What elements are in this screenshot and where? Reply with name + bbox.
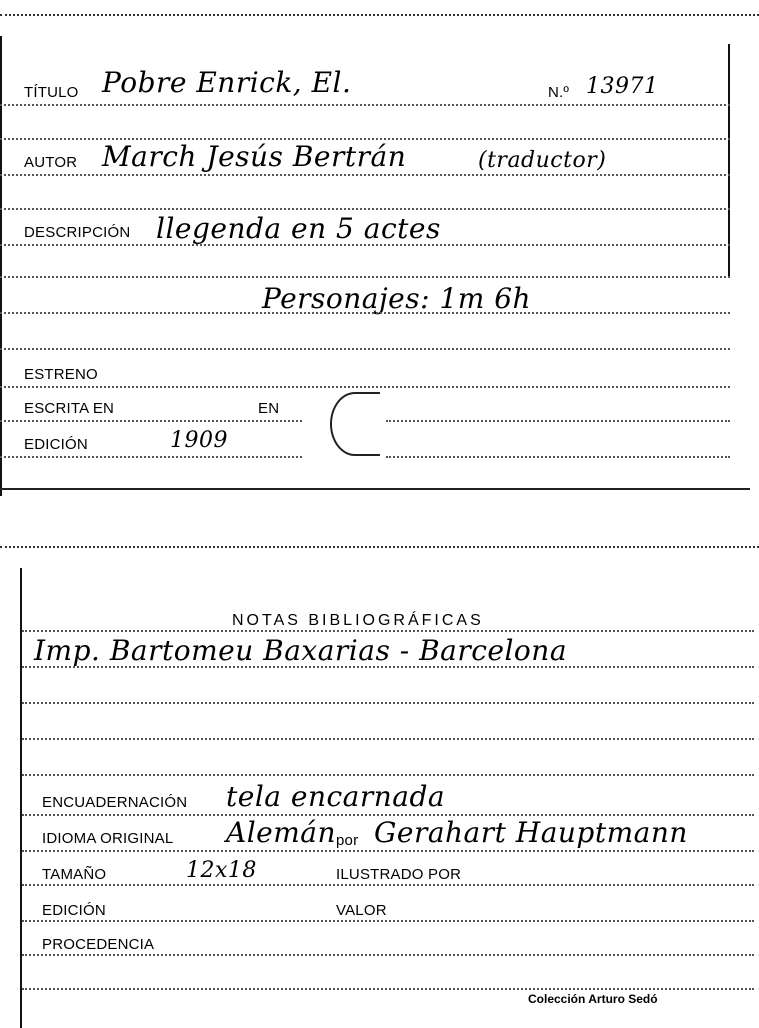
rule — [386, 456, 730, 458]
estreno-label: ESTRENO — [24, 366, 98, 383]
descripcion-value: llegenda en 5 actes — [156, 212, 441, 245]
rule — [22, 666, 754, 668]
rule — [22, 988, 754, 990]
en-label: EN — [258, 400, 280, 417]
rule — [22, 850, 754, 852]
autor-value: March Jesús Bertrán — [102, 140, 407, 173]
titulo-value: Pobre Enrick, El. — [102, 66, 352, 99]
edicion-value: 1909 — [170, 428, 228, 453]
autor-original-value: Gerahart Hauptmann — [374, 816, 688, 849]
rule — [0, 104, 730, 106]
edicion2-label: EDICIÓN — [42, 902, 106, 919]
rule — [0, 348, 730, 350]
autor-role: (traductor) — [478, 148, 607, 173]
encuadernacion-value: tela encarnada — [226, 780, 446, 813]
rule — [22, 884, 754, 886]
descripcion-label: DESCRIPCIÓN — [24, 224, 131, 241]
rule — [0, 312, 730, 314]
rule — [0, 420, 302, 422]
rule — [22, 630, 754, 632]
punch-hole — [330, 392, 380, 456]
card-top-edge — [0, 546, 759, 562]
rule — [22, 774, 754, 776]
card-bottom-edge — [0, 488, 750, 490]
collection-footer: Colección Arturo Sedó — [528, 992, 658, 1006]
por-label: por — [336, 832, 359, 849]
rule — [22, 738, 754, 740]
card-left-border — [20, 568, 22, 1028]
rule — [0, 174, 730, 176]
valor-label: VALOR — [336, 902, 387, 919]
personajes-value: Personajes: 1m 6h — [262, 282, 532, 315]
rule — [22, 954, 754, 956]
idioma-value: Alemán — [226, 816, 337, 849]
card-right-border — [728, 44, 730, 276]
rule — [22, 920, 754, 922]
notes-value: Imp. Bartomeu Baxarias - Barcelona — [34, 634, 568, 667]
rule — [0, 456, 302, 458]
notas-heading: NOTAS BIBLIOGRÁFICAS — [232, 612, 484, 629]
procedencia-label: PROCEDENCIA — [42, 936, 155, 953]
encuadernacion-label: ENCUADERNACIÓN — [42, 794, 188, 811]
numero-value: 13971 — [586, 74, 659, 99]
ilustrado-label: ILUSTRADO POR — [336, 866, 462, 883]
escrita-label: ESCRITA EN — [24, 400, 115, 417]
numero-label: N.º — [548, 84, 570, 101]
titulo-label: TÍTULO — [24, 84, 79, 101]
autor-label: AUTOR — [24, 154, 78, 171]
idioma-label: IDIOMA ORIGINAL — [42, 830, 174, 847]
edicion-label: EDICIÓN — [24, 436, 88, 453]
tamano-value: 12x18 — [186, 858, 257, 883]
tamano-label: TAMAÑO — [42, 866, 107, 883]
catalog-card-back — [0, 540, 759, 1028]
rule — [22, 702, 754, 704]
rule — [0, 208, 730, 210]
rule — [0, 386, 730, 388]
rule — [386, 420, 730, 422]
card-top-edge — [0, 14, 759, 30]
rule — [0, 244, 730, 246]
catalog-card-front — [0, 0, 759, 500]
rule — [0, 276, 730, 278]
